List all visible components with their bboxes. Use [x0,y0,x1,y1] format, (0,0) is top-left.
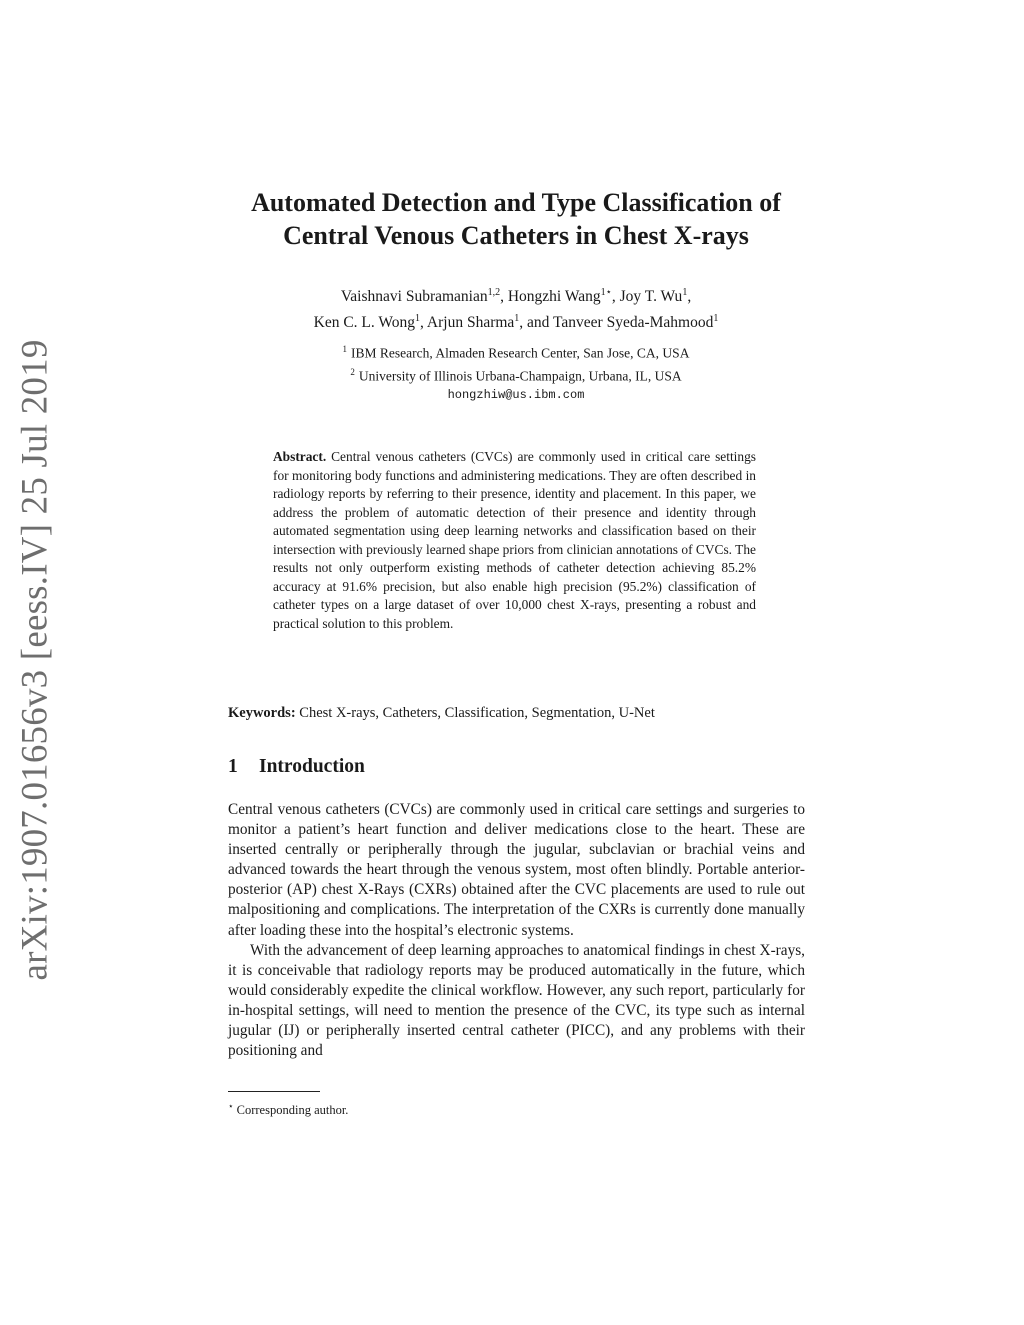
author-list [180,282,852,334]
author-wu: , Joy T. Wu [611,288,683,306]
keywords-label: Keywords: [228,705,296,721]
paragraph-2: With the advancement of deep learning approaches to anatomical findings in chest X-rays, it is conceivable that radiology reports may be produced automatically in the future, which would considerably expedite the clinical workflow. However, any such report, particularly for in-hospital settings, will need to mention the presence of the CVC, its type such as internal jugular (IJ) or peripherally inserted central catheter (PICC), and any problems with their positioning and [228,941,805,1060]
author-affil-mark: 1 [415,313,421,325]
author-wang: , Hongzhi Wang [500,288,601,306]
abstract-text: Central venous catheters (CVCs) are commonly used in critical care settings for monitoring body functions and administering medications. They are often described in radiology reports by referring to their presence, identity and placement. In this paper, we address the problem of automatic detection of their presence and identity through automated segmentation using deep learning networks and classification based on their intersection with previously learned shape priors from clinician annotations of CVCs. The results not only outperform existing methods of catheter detection achieving 85.2% accuracy at 91.6% precision, but also enable high precision (95.2%) classification of catheter types on a large dataset of over 10,000 chest X-rays, presenting a robust and practical solution to this problem. [273,449,756,631]
affiliations [180,340,852,404]
author-sharma: , Arjun Sharma [420,314,515,332]
author-subramanian: Vaishnavi Subramanian [340,288,488,306]
author-separator: , [687,288,692,306]
email-address: hongzhiw@us.ibm.com [447,388,585,402]
abstract [273,448,756,633]
author-affil-mark: 1 [713,313,719,325]
arxiv-identifier-stamp [10,339,60,981]
section-heading [228,754,365,780]
paper-title [180,186,852,252]
footnote [228,1098,348,1118]
author-line-1 [180,282,852,308]
keywords-text: Chest X-rays, Catheters, Classification, Segmentation, U-Net [299,705,655,721]
author-affil-mark: 1,2 [487,287,501,298]
title-line-1: Automated Detection and Type Classification of [251,188,781,217]
affiliation-1-text: IBM Research, Almaden Research Center, San Jose, CA, USA [351,345,690,361]
affiliation-mark: 2 [350,366,355,377]
affiliation-1 [180,340,852,363]
author-wong: Ken C. L. Wong [313,314,416,332]
section-number: 1 [228,756,238,777]
section-body [228,800,805,1061]
author-line-2 [180,308,852,334]
author-affil-mark: 1 [514,313,520,325]
affiliation-mark: 1 [342,344,348,354]
author-syeda-mahmood: , and Tanveer Syeda-Mahmood [519,314,714,332]
footnote-text: Corresponding author. [236,1103,349,1118]
keywords [228,703,808,723]
abstract-label: Abstract. [273,449,327,464]
paragraph-1: Central venous catheters (CVCs) are commonly used in critical care settings and surgeries to monitor a patient’s heart function and deliver medications close to the heart. These are inserted centrally or peripherally through the jugular, subclavian or brachial veins and advanced towards the heart through the venous system, most often blindly. Portable anterior-posterior (AP) chest X-Rays (CXRs) obtained after the CVC placements are used to rule out malpositioning and complications. The interpretation of the CXRs is currently done manually after loading these into the hospital’s electronic systems. [228,801,805,939]
arxiv-identifier: arXiv:1907.01656v3 [eess.IV] 25 Jul 2019 [14,339,56,981]
title-line-2: Central Venous Catheters in Chest X-rays [283,221,749,250]
footnote-divider [228,1091,320,1092]
contact-email [180,385,852,404]
footnote-mark: ⋆ [228,1101,234,1111]
section-title: Introduction [259,756,365,777]
author-affil-mark: 1 [682,287,688,298]
affiliation-2-text: University of Illinois Urbana-Champaign, Urbana, IL, USA [358,368,682,383]
author-affil-mark: 1⋆ [600,287,612,298]
affiliation-2 [180,363,852,386]
